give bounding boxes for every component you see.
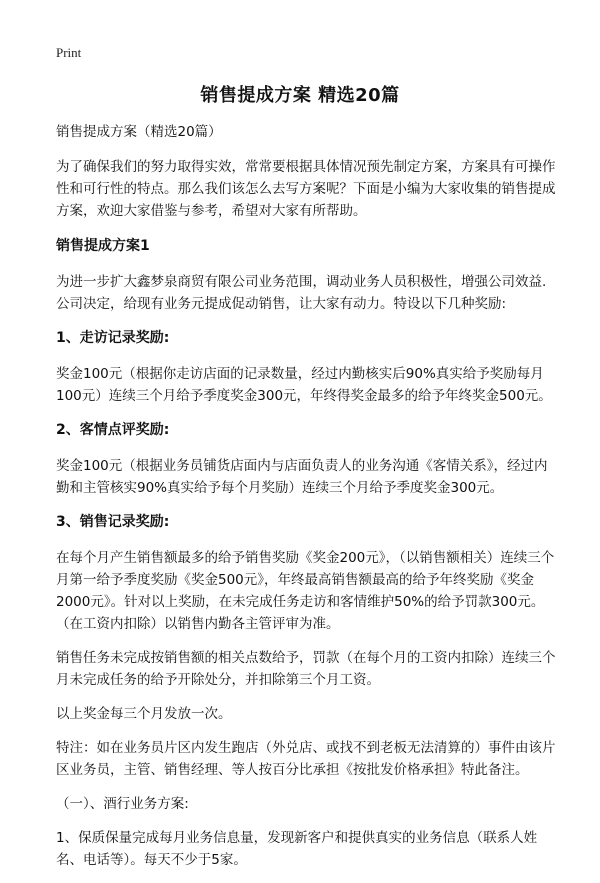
section-heading: 销售提成方案1	[56, 238, 150, 254]
payout-paragraph: 以上奖金每三个月发放一次。	[56, 706, 232, 722]
section-intro-paragraph: 为进一步扩大鑫梦泉商贸有限公司业务范围，调动业务人员积极性，增强公司效益.公司决定，给现有业务元提成促动销售，让大家有动力。特设以下几种奖励:	[56, 274, 547, 312]
item-text-visit-record: 奖金100元（根据你走访店面的记录数量，经过内勤核实后90%真实给予奖励每月100元）连续三个月给予季度奖金300元，年终得奖金最多的给予年终奖金500元。	[56, 366, 552, 404]
item-text-sales-record: 在每个月产生销售额最多的给予销售奖励《奖金200元》，（以销售额相关）连续三个月第一给予季度奖励《奖金500元》，年终最高销售额最高的给予年终奖励《奖金2000元》。针对以上奖励，在未完成任务走访和客情维护50%的给予罚款300元。（在工资内扣除）以销售内勤各主管评审为准。	[56, 550, 555, 632]
subsection-heading: （一）、酒行业务方案:	[56, 796, 189, 812]
document-subtitle: 销售提成方案（精选20篇）	[56, 124, 222, 140]
print-label: Print	[56, 45, 82, 60]
item-heading-sales-record: 3、销售记录奖励:	[56, 514, 170, 530]
subsection-item: 1、保质保量完成每月业务信息量，发现新客户和提供真实的业务信息（联系人姓名、电话等）。每天不少于5家。	[56, 830, 538, 868]
item-heading-visit-record: 1、走访记录奖励:	[56, 330, 170, 346]
penalty-paragraph: 销售任务未完成按销售额的相关点数给予，罚款（在每个月的工资内扣除）连续三个月未完成任务的给予开除处分，并扣除第三个月工资。	[56, 650, 556, 688]
document-title: 销售提成方案 精选20篇	[200, 85, 400, 106]
item-heading-customer-review: 2、客情点评奖励:	[56, 422, 170, 438]
document-body	[56, 121, 556, 883]
note-paragraph: 特注：如在业务员片区内发生跑店（外兑店、或找不到老板无法清算的）事件由该片区业务员，主管、销售经理、等人按百分比承担《按批发价格承担》特此备注。	[56, 740, 556, 778]
item-text-customer-review: 奖金100元（根据业务员铺货店面内与店面负责人的业务沟通《客情关系》，经过内勤和主管核实90%真实给予每个月奖励）连续三个月给予季度奖金300元。	[56, 458, 548, 496]
intro-paragraph: 为了确保我们的努力取得实效，常常要根据具体情况预先制定方案，方案具有可操作性和可行性的特点。那么我们该怎么去写方案呢？下面是小编为大家收集的销售提成方案，欢迎大家借鉴与参考，希望对大家有所帮助。	[56, 159, 556, 219]
